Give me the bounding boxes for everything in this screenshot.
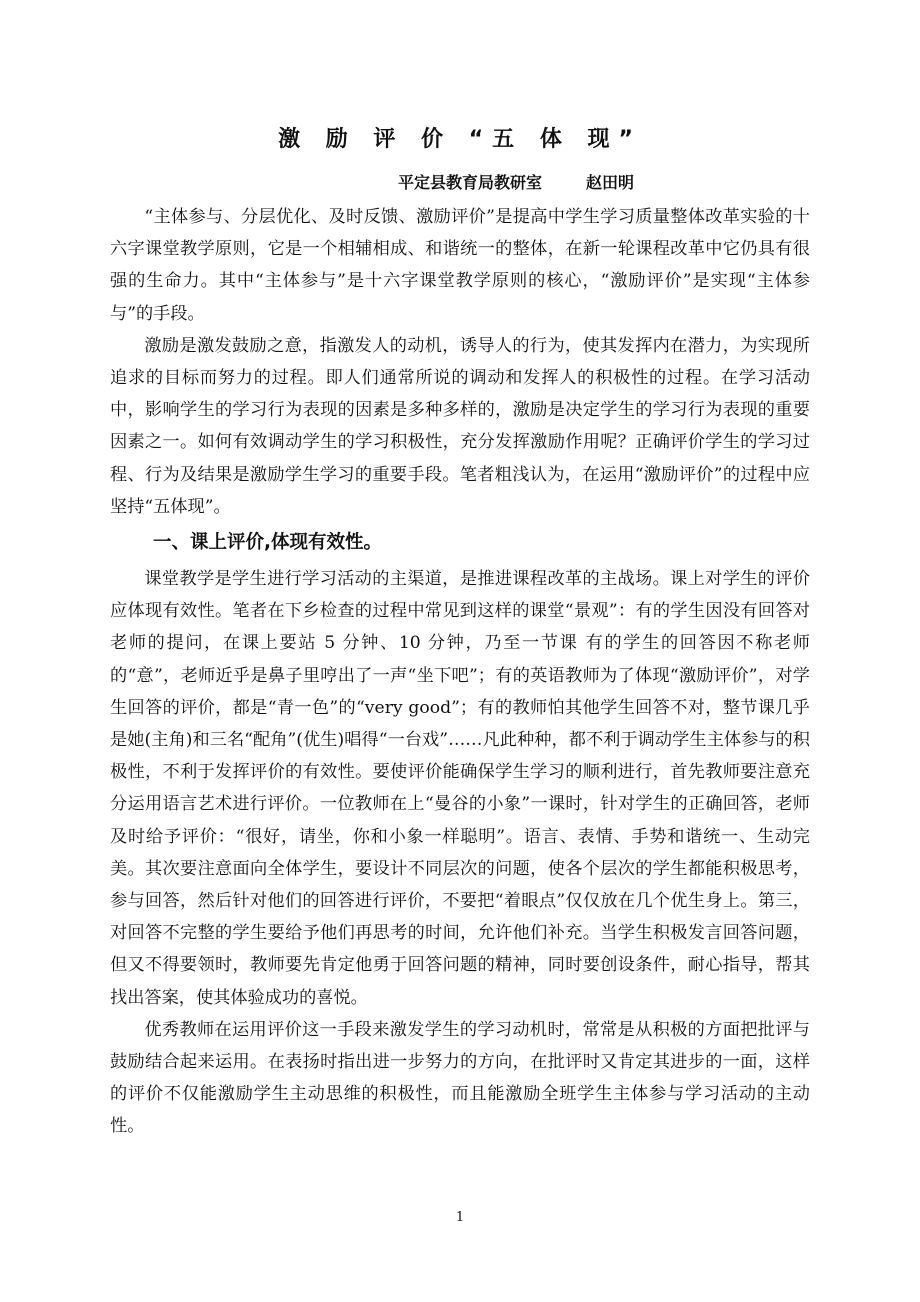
author-name: 赵田明 — [586, 173, 635, 192]
section-1-paragraph-2: 优秀教师在运用评价这一手段来激发学生的学习动机时，常常是从积极的方面把批评与鼓励结合起来运用。在表扬时指出进一步努力的方向，在批评时又肯定其进步的一面，这样的评价不仅能激励学生主动思维的积极性，而且能激励全班学生主体参与学习活动的主动性。 — [110, 1019, 810, 1137]
document-body — [110, 201, 810, 1143]
section-heading-1: 一、课上评价,体现有效性。 — [153, 532, 383, 554]
intro-paragraph-1: “主体参与、分层优化、及时反馈、激励评价”是提高中学生学习质量整体改革实验的十六字课堂教学原则，它是一个相辅相成、和谐统一的整体，在新一轮课程改革中它仍具有很强的生命力。其中“主体参与”是十六字课堂教学原则的核心，“激励评价”是实现“主体参与”的手段。 — [110, 207, 810, 324]
author-organization: 平定县教育局教研室 — [398, 173, 543, 192]
section-1-paragraph-1: 课堂教学是学生进行学习活动的主渠道，是推进课程改革的主战场。课上对学生的评价应体现有效性。笔者在下乡检查的过程中常见到这样的课堂“景观”：有的学生因没有回答对老师的提问，在课上要站 5 分钟、10 分钟，乃至一节课 有的学生的回答因不称老师的“意”，老师近乎是鼻子里哼出了一声“坐下吧”；有的英语教师为了体现“激励评价”，对学生回答的评价，都是“青一色”的“very good”；有的教师怕其他学生回答不对，整节课几乎是她(主角)和三名“配角”(优生)唱得“一台戏”……凡此种种，都不利于调动学生主体参与的积极性，不利于发挥评价的有效性。要使评价能确保学生学习的顺利进行，首先教师要注意充分运用语言艺术进行评价。一位教师在上“曼谷的小象”一课时，针对学生的正确回答，老师及时给予评价：“很好，请坐，你和小象一样聪明”。语言、表情、手势和谐统一、生动完美。其次要注意面向全体学生，要设计不同层次的问题，使各个层次的学生都能积极思考，参与回答，然后针对他们的回答进行评价，不要把“着眼点”仅仅放在几个优生身上。第三，对回答不完整的学生要给予他们再思考的时间，允许他们补充。当学生积极发言回答问题，但又不得要领时，教师要先肯定他勇于回答问题的精神，同时要创设条件，耐心指导，帮其找出答案，使其体验成功的喜悦。 — [110, 569, 810, 1008]
intro-paragraph-2: 激励是激发鼓励之意，指激发人的动机，诱导人的行为，使其发挥内在潜力，为实现所追求的目标而努力的过程。即人们通常所说的调动和发挥人的积极性的过程。在学习活动中，影响学生的学习行为表现的因素是多种多样的，激励是决定学生的学习行为表现的重要因素之一。如何有效调动学生的学习积极性，充分发挥激励作用呢？正确评价学生的学习过程、行为及结果是激励学生学习的重要手段。笔者粗浅认为，在运用“激励评价”的过程中应坚持“五体现”。 — [110, 335, 810, 517]
byline — [398, 170, 634, 196]
document-title: 激 励 评 价 “五 体 现” — [278, 127, 642, 152]
page-number: 1 — [455, 1210, 465, 1225]
